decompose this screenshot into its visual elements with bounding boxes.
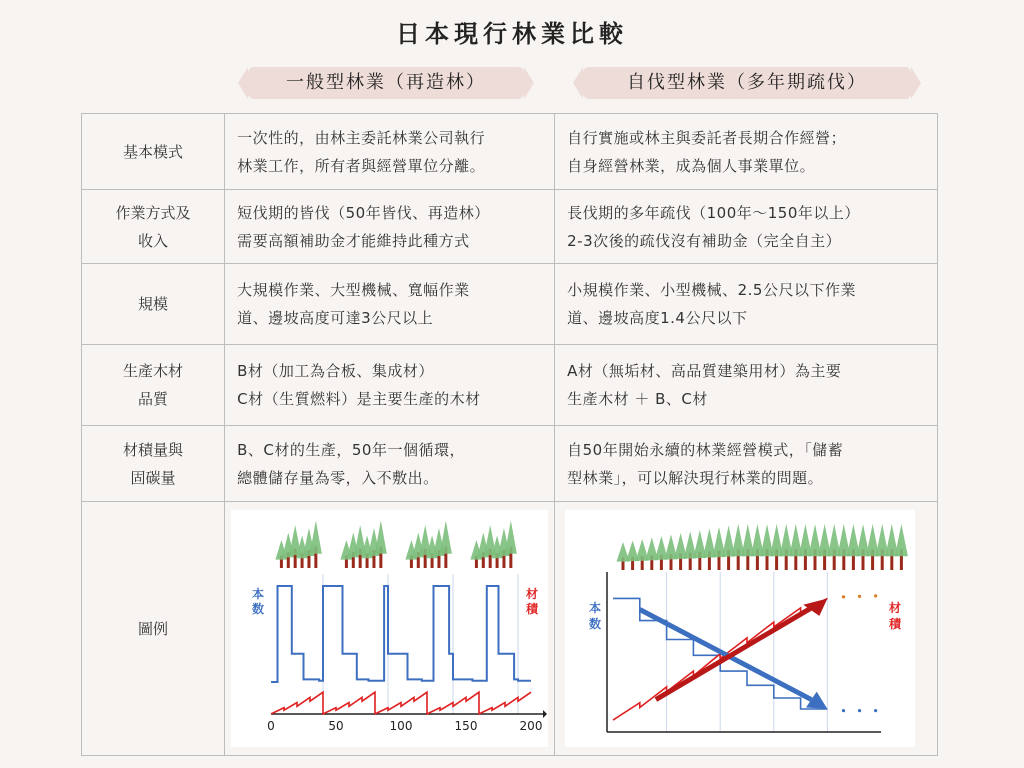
tree-count-continuation-dot [858,709,861,712]
tree-crown [310,521,322,554]
tree-count-series [271,586,531,682]
general-cell: B、C材的生產，50年一個循環， 總體儲存量為零，入不敷出。 [225,426,555,502]
tree-crown [375,521,387,554]
volume-continuation-dot [874,594,877,597]
row-label: 規模 [82,264,225,345]
self-cell: 小規模作業、小型機械、2.5公尺以下作業 道、邊坡高度1.4公尺以下 [555,264,938,345]
table-row [82,190,938,264]
table-row [82,114,938,190]
tree-crown [440,521,452,554]
tree-count-continuation-dot [842,709,845,712]
tree-canopy-illustration [276,521,517,569]
tree-crown [895,524,908,556]
left-axis-label-bottom: 数 [589,617,602,631]
tree-canopy-illustration [617,524,908,570]
row-label: 材積量與 固碳量 [82,426,225,502]
general-cell: 一次性的，由林主委託林業公司執行 林業工作，所有者與經營單位分離。 [225,114,555,190]
tree-count-continuation-dot [874,709,877,712]
row-label: 生產木材 品質 [82,345,225,426]
clearcut-cycle-illustration [231,510,548,747]
right-axis-label-top: 材 [889,601,902,615]
row-label: 基本模式 [82,114,225,190]
table-row [82,345,938,426]
left-axis-label-top: 本 [589,601,602,615]
general-cell: B材（加工為合板、集成材） C材（生質燃料）是主要生產的木材 [225,345,555,426]
tree-crown [505,521,517,554]
illustration-cell-general [225,502,555,756]
clearcut-cycle-chart [231,510,547,738]
general-cell: 大規模作業、大型機械、寬幅作業 道、邊坡高度可達3公尺以上 [225,264,555,345]
selective-thinning-chart [565,510,915,738]
table-row [82,426,938,502]
right-axis-label-top: 材 [526,587,539,601]
self-cell: 自行實施或林主與委託者長期合作經營； 自身經營林業，成為個人事業單位。 [555,114,938,190]
x-tick-label: 200 [519,719,543,733]
volume-continuation-dot [858,595,861,598]
row-label: 作業方式及 收入 [82,190,225,264]
x-tick-label: 50 [328,719,344,733]
x-tick-label: 100 [389,719,413,733]
self-cell: 長伐期的多年疏伐（100年～150年以上） 2-3次後的疏伐沒有補助金（完全自主） [555,190,938,264]
general-cell: 短伐期的皆伐（50年皆伐、再造林） 需要高額補助金才能維持此種方式 [225,190,555,264]
right-axis-label-bottom: 積 [526,602,539,616]
self-cell: 自50年開始永續的林業經營模式，「儲蓄 型林業」，可以解決現行林業的問題。 [555,426,938,502]
self-cell: A材（無垢材、高品質建築用材）為主要 生產木材 ＋ B、C材 [555,345,938,426]
table-row [82,502,938,756]
volume-series [271,692,531,714]
table-row [82,264,938,345]
x-axis-arrow [543,710,547,718]
column-header-general-forestry: 一般型林業（再造林） [248,67,524,99]
x-tick-label: 0 [267,719,275,733]
left-axis-label-bottom: 数 [252,602,265,616]
comparison-table [81,113,938,756]
page-title: 日本現行林業比較 [396,20,628,48]
row-label: 圖例 [82,502,225,756]
left-axis-label-top: 本 [252,587,265,601]
volume-continuation-dot [842,595,845,598]
x-tick-label: 150 [454,719,478,733]
illustration-cell-self [555,502,938,756]
column-header-self-thinning-forestry: 自伐型林業（多年期疏伐） [583,67,911,99]
selective-thinning-illustration [565,510,915,747]
right-axis-label-bottom: 積 [889,617,902,631]
